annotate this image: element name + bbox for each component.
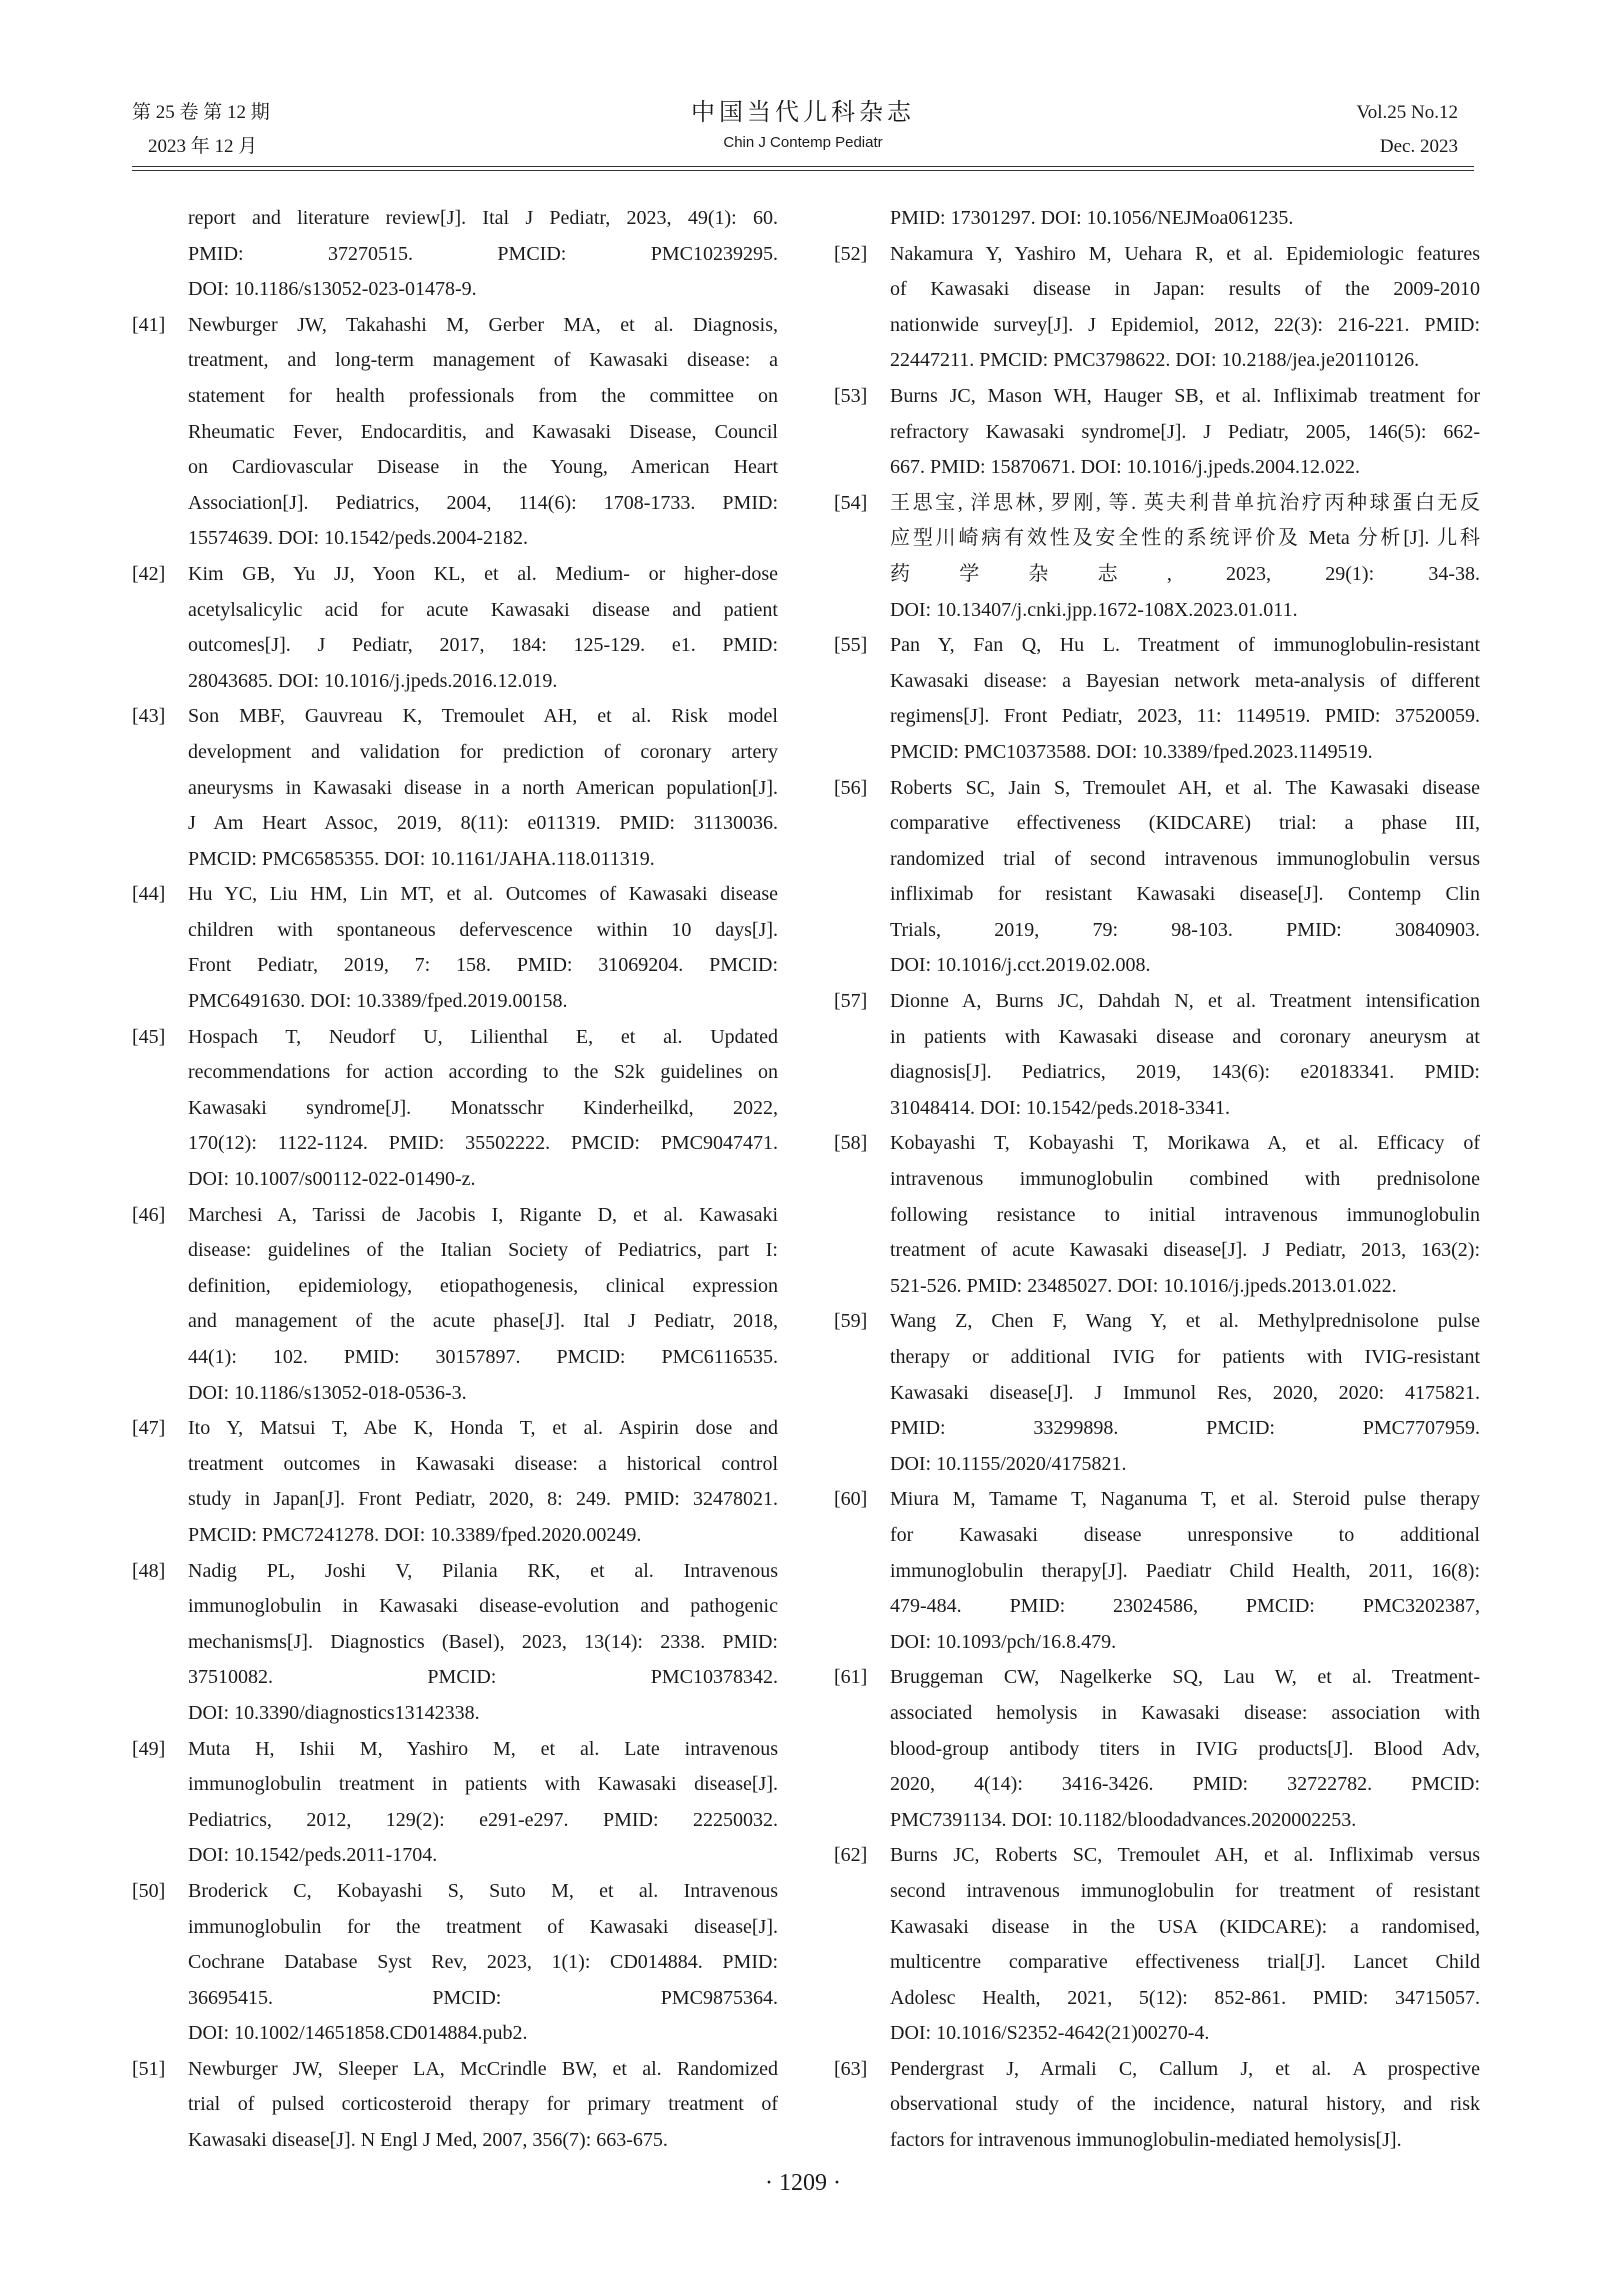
reference-number: [44] xyxy=(132,883,166,906)
reference-text-line: 2020, 4(14): 3416-3426. PMID: 32722782. PMCID: xyxy=(890,1773,1480,1796)
header-vol-en: Vol.25 No.12 xyxy=(1356,102,1458,123)
running-header xyxy=(132,96,1474,164)
reference-text-line: DOI: 10.13407/j.cnki.jpp.1672-108X.2023.01.011. xyxy=(890,598,1298,621)
reference-text-line: Burns JC, Mason WH, Hauger SB, et al. Infliximab treatment for xyxy=(890,384,1480,407)
reference-text-line: PMC7391134. DOI: 10.1182/bloodadvances.2020002253. xyxy=(890,1808,1357,1831)
reference-text-line: study in Japan[J]. Front Pediatr, 2020, 8: 249. PMID: 32478021. xyxy=(188,1488,778,1511)
reference-text-line: immunoglobulin for the treatment of Kawasaki disease[J]. xyxy=(188,1915,778,1938)
reference-text-line: DOI: 10.1186/s13052-018-0536-3. xyxy=(188,1381,467,1404)
reference-text-line: Son MBF, Gauvreau K, Tremoulet AH, et al. Risk model xyxy=(188,705,778,728)
reference-text-line: 37510082. PMCID: PMC10378342. xyxy=(188,1666,778,1689)
reference-text-line: Kawasaki disease: a Bayesian network meta-analysis of different xyxy=(890,669,1480,692)
reference-number: [41] xyxy=(132,313,166,336)
reference-text-line: report and literature review[J]. Ital J Pediatr, 2023, 49(1): 60. xyxy=(188,207,778,229)
header-rule-top xyxy=(132,166,1474,167)
reference-item xyxy=(834,1660,1480,1838)
reference-text-line: Miura M, Tamame T, Naganuma T, et al. Steroid pulse therapy xyxy=(890,1488,1480,1511)
reference-text-line: Kim GB, Yu JJ, Yoon KL, et al. Medium- or higher-dose xyxy=(188,562,778,585)
reference-text-line: randomized trial of second intravenous immunoglobulin versus xyxy=(890,847,1480,870)
reference-item xyxy=(834,771,1480,985)
reference-text-line: Nakamura Y, Yashiro M, Uehara R, et al. Epidemiologic features xyxy=(890,242,1480,265)
reference-text-line: Kobayashi T, Kobayashi T, Morikawa A, et al. Efficacy of xyxy=(890,1132,1480,1155)
reference-text-line: J Am Heart Assoc, 2019, 8(11): e011319. PMID: 31130036. xyxy=(188,812,778,835)
reference-continuation xyxy=(132,201,778,308)
reference-text-line: DOI: 10.1007/s00112-022-01490-z. xyxy=(188,1168,476,1191)
reference-item xyxy=(132,1874,778,2052)
reference-text-line: Pan Y, Fan Q, Hu L. Treatment of immunoglobulin-resistant xyxy=(890,634,1480,657)
reference-text-line: DOI: 10.1016/j.cct.2019.02.008. xyxy=(890,954,1151,977)
reference-number: [49] xyxy=(132,1737,166,1760)
reference-text-line: 36695415. PMCID: PMC9875364. xyxy=(188,1986,778,2009)
reference-item xyxy=(132,1198,778,1412)
reference-text-line: associated hemolysis in Kawasaki disease: association with xyxy=(890,1701,1480,1724)
reference-text-line: Roberts SC, Jain S, Tremoulet AH, et al. The Kawasaki disease xyxy=(890,776,1480,799)
reference-text-line: disease: guidelines of the Italian Society of Pediatrics, part I: xyxy=(188,1239,778,1262)
reference-item xyxy=(132,699,778,877)
reference-text-line: aneurysms in Kawasaki disease in a north American population[J]. xyxy=(188,776,778,799)
reference-item xyxy=(132,557,778,699)
reference-text-line: PMC6491630. DOI: 10.3389/fped.2019.00158. xyxy=(188,990,568,1013)
reference-number: [55] xyxy=(834,634,868,657)
reference-text-line: DOI: 10.1093/pch/16.8.479. xyxy=(890,1630,1117,1653)
reference-text-line: PMCID: PMC6585355. DOI: 10.1161/JAHA.118.011319. xyxy=(188,847,655,870)
reference-item xyxy=(834,984,1480,1126)
reference-number: [60] xyxy=(834,1488,868,1511)
page-number: · 1209 · xyxy=(765,2170,841,2196)
reference-text-line: 667. PMID: 15870671. DOI: 10.1016/j.jpeds.2004.12.022. xyxy=(890,456,1360,479)
reference-continuation xyxy=(834,201,1480,237)
reference-text-line: development and validation for prediction of coronary artery xyxy=(188,740,778,763)
reference-text-line: statement for health professionals from the committee on xyxy=(188,384,778,407)
reference-text-line: treatment outcomes in Kawasaki disease: a historical control xyxy=(188,1452,778,1475)
reference-text-line: 31048414. DOI: 10.1542/peds.2018-3341. xyxy=(890,1096,1230,1119)
reference-text-line: Burns JC, Roberts SC, Tremoulet AH, et al. Infliximab versus xyxy=(890,1844,1480,1867)
reference-text-line: PMCID: PMC7241278. DOI: 10.3389/fped.2020.00249. xyxy=(188,1523,642,1546)
reference-text-line: Broderick C, Kobayashi S, Suto M, et al. Intravenous xyxy=(188,1879,778,1902)
reference-item xyxy=(132,308,778,557)
header-volume: 第 25 卷 第 12 期 xyxy=(132,102,270,123)
reference-number: [48] xyxy=(132,1559,166,1582)
reference-number: [46] xyxy=(132,1203,166,1226)
reference-text-line: blood-group antibody titers in IVIG products[J]. Blood Adv, xyxy=(890,1737,1480,1760)
reference-text-line: Bruggeman CW, Nagelkerke SQ, Lau W, et al. Treatment- xyxy=(890,1666,1480,1689)
reference-text-line: DOI: 10.3390/diagnostics13142338. xyxy=(188,1701,480,1724)
journal-title-en: Chin J Contemp Pediatr xyxy=(723,134,883,151)
reference-text-line: and management of the acute phase[J]. Ital J Pediatr, 2018, xyxy=(188,1310,778,1333)
reference-item xyxy=(834,1126,1480,1304)
header-journal-title xyxy=(132,96,1474,156)
reference-item xyxy=(834,237,1480,379)
reference-text-line: PMID: 33299898. PMCID: PMC7707959. xyxy=(890,1417,1480,1440)
reference-text-line: children with spontaneous defervescence within 10 days[J]. xyxy=(188,918,778,941)
reference-item xyxy=(834,1838,1480,2052)
reference-text-line: outcomes[J]. J Pediatr, 2017, 184: 125-129. e1. PMID: xyxy=(188,634,778,657)
reference-text-line: PMID: 17301297. DOI: 10.1056/NEJMoa061235. xyxy=(890,207,1294,229)
reference-text-line: 521-526. PMID: 23485027. DOI: 10.1016/j.jpeds.2013.01.022. xyxy=(890,1274,1397,1297)
header-vol-date-en xyxy=(1356,96,1458,164)
reference-number: [52] xyxy=(834,242,868,265)
reference-text-line: regimens[J]. Front Pediatr, 2023, 11: 1149519. PMID: 37520059. xyxy=(890,705,1480,728)
reference-number: [43] xyxy=(132,705,166,728)
reference-text-line: PMCID: PMC10373588. DOI: 10.3389/fped.2023.1149519. xyxy=(890,740,1373,763)
reference-text-line: intravenous immunoglobulin combined with prednisolone xyxy=(890,1168,1480,1191)
header-rule-bottom xyxy=(132,170,1474,171)
reference-item xyxy=(834,1482,1480,1660)
reference-text-line: Kawasaki disease[J]. N Engl J Med, 2007, 356(7): 663-675. xyxy=(188,2129,668,2152)
reference-text-line: Ito Y, Matsui T, Abe K, Honda T, et al. Aspirin dose and xyxy=(188,1417,778,1440)
reference-text-line: Kawasaki disease in the USA (KIDCARE): a randomised, xyxy=(890,1915,1480,1938)
reference-text-line: Dionne A, Burns JC, Dahdah N, et al. Treatment intensification xyxy=(890,990,1480,1013)
reference-text-line: immunoglobulin therapy[J]. Paediatr Child Health, 2011, 16(8): xyxy=(890,1559,1480,1582)
reference-text-line: 王思宝, 洋思林, 罗刚, 等. 英夫利昔单抗治疗丙种球蛋白无反 xyxy=(890,491,1480,514)
reference-text-line: 15574639. DOI: 10.1542/peds.2004-2182. xyxy=(188,527,528,550)
reference-text-line: Pendergrast J, Armali C, Callum J, et al. A prospective xyxy=(890,2057,1480,2080)
journal-title-cn: 中国当代儿科杂志 xyxy=(691,100,915,126)
reference-text-line: trial of pulsed corticosteroid therapy for primary treatment of xyxy=(188,2093,778,2116)
reference-column-left xyxy=(132,201,778,2159)
reference-text-line: treatment, and long-term management of Kawasaki disease: a xyxy=(188,349,778,372)
reference-text-line: infliximab for resistant Kawasaki disease[J]. Contemp Clin xyxy=(890,883,1480,906)
reference-text-line: Hu YC, Liu HM, Lin MT, et al. Outcomes of Kawasaki disease xyxy=(188,883,778,906)
reference-text-line: definition, epidemiology, etiopathogenesis, clinical expression xyxy=(188,1274,778,1297)
reference-text-line: treatment of acute Kawasaki disease[J]. J Pediatr, 2013, 163(2): xyxy=(890,1239,1480,1262)
reference-text-line: for Kawasaki disease unresponsive to additional xyxy=(890,1523,1480,1546)
reference-text-line: following resistance to initial intravenous immunoglobulin xyxy=(890,1203,1480,1226)
reference-number: [62] xyxy=(834,1844,868,1867)
reference-item xyxy=(834,1304,1480,1482)
reference-number: [45] xyxy=(132,1025,166,1048)
reference-text-line: 药学杂志, 2023, 29(1): 34-38. xyxy=(890,562,1480,585)
reference-number: [58] xyxy=(834,1132,868,1155)
header-date-en: Dec. 2023 xyxy=(1379,136,1458,157)
reference-item xyxy=(834,2052,1480,2159)
reference-number: [53] xyxy=(834,384,868,407)
reference-text-line: Pediatrics, 2012, 129(2): e291-e297. PMID: 22250032. xyxy=(188,1808,778,1831)
reference-text-line: Muta H, Ishii M, Yashiro M, et al. Late intravenous xyxy=(188,1737,778,1760)
reference-text-line: Trials, 2019, 79: 98-103. PMID: 30840903. xyxy=(890,918,1480,941)
reference-text-line: in patients with Kawasaki disease and coronary aneurysm at xyxy=(890,1025,1480,1048)
reference-text-line: DOI: 10.1542/peds.2011-1704. xyxy=(188,1844,438,1867)
reference-number: [50] xyxy=(132,1879,166,1902)
reference-text-line: Rheumatic Fever, Endocarditis, and Kawasaki Disease, Council xyxy=(188,420,778,443)
reference-text-line: comparative effectiveness (KIDCARE) trial: a phase III, xyxy=(890,812,1480,835)
reference-text-line: acetylsalicylic acid for acute Kawasaki disease and patient xyxy=(188,598,778,621)
reference-text-line: Marchesi A, Tarissi de Jacobis I, Rigante D, et al. Kawasaki xyxy=(188,1203,778,1226)
reference-number: [57] xyxy=(834,990,868,1013)
reference-text-line: multicentre comparative effectiveness trial[J]. Lancet Child xyxy=(890,1951,1480,1974)
reference-text-line: DOI: 10.1002/14651858.CD014884.pub2. xyxy=(188,2022,528,2045)
reference-text-line: 479-484. PMID: 23024586, PMCID: PMC3202387, xyxy=(890,1595,1480,1618)
reference-text-line: DOI: 10.1016/S2352-4642(21)00270-4. xyxy=(890,2022,1210,2045)
reference-text-line: nationwide survey[J]. J Epidemiol, 2012, 22(3): 216-221. PMID: xyxy=(890,313,1480,336)
reference-text-line: Newburger JW, Sleeper LA, McCrindle BW, et al. Randomized xyxy=(188,2057,778,2080)
reference-text-line: Nadig PL, Joshi V, Pilania RK, et al. Intravenous xyxy=(188,1559,778,1582)
reference-text-line: Kawasaki syndrome[J]. Monatsschr Kinderheilkd, 2022, xyxy=(188,1096,778,1119)
reference-text-line: therapy or additional IVIG for patients with IVIG-resistant xyxy=(890,1346,1480,1368)
reference-text-line: second intravenous immunoglobulin for treatment of resistant xyxy=(890,1879,1480,1902)
reference-number: [47] xyxy=(132,1417,166,1440)
reference-text-line: refractory Kawasaki syndrome[J]. J Pediatr, 2005, 146(5): 662- xyxy=(890,420,1480,443)
reference-number: [59] xyxy=(834,1310,868,1333)
reference-text-line: 170(12): 1122-1124. PMID: 35502222. PMCID: PMC9047471. xyxy=(188,1132,778,1155)
reference-item xyxy=(132,1554,778,1732)
reference-text-line: observational study of the incidence, natural history, and risk xyxy=(890,2093,1480,2116)
reference-text-line: Wang Z, Chen F, Wang Y, et al. Methylprednisolone pulse xyxy=(890,1310,1480,1333)
reference-text-line: 22447211. PMCID: PMC3798622. DOI: 10.2188/jea.je20110126. xyxy=(890,349,1420,372)
reference-text-line: on Cardiovascular Disease in the Young, American Heart xyxy=(188,456,778,479)
reference-text-line: recommendations for action according to the S2k guidelines on xyxy=(188,1061,778,1084)
reference-item xyxy=(834,486,1480,628)
reference-text-line: 应型川崎病有效性及安全性的系统评价及 Meta 分析[J]. 儿科 xyxy=(890,527,1480,550)
reference-number: [61] xyxy=(834,1666,868,1689)
reference-text-line: PMID: 37270515. PMCID: PMC10239295. xyxy=(188,242,778,265)
reference-text-line: Adolesc Health, 2021, 5(12): 852-861. PMID: 34715057. xyxy=(890,1986,1480,2009)
reference-text-line: immunoglobulin in Kawasaki disease-evolution and pathogenic xyxy=(188,1595,778,1618)
header-date-cn: 2023 年 12 月 xyxy=(148,136,258,157)
reference-item xyxy=(132,1020,778,1198)
reference-text-line: factors for intravenous immunoglobulin-mediated hemolysis[J]. xyxy=(890,2129,1402,2152)
reference-text-line: Hospach T, Neudorf U, Lilienthal E, et al. Updated xyxy=(188,1025,778,1048)
reference-item xyxy=(132,1411,778,1553)
reference-text-line: Newburger JW, Takahashi M, Gerber MA, et al. Diagnosis, xyxy=(188,313,778,336)
reference-text-line: mechanisms[J]. Diagnostics (Basel), 2023, 13(14): 2338. PMID: xyxy=(188,1630,778,1653)
reference-number: [54] xyxy=(834,491,868,514)
reference-text-line: DOI: 10.1186/s13052-023-01478-9. xyxy=(188,278,477,301)
reference-text-line: 28043685. DOI: 10.1016/j.jpeds.2016.12.019. xyxy=(188,669,558,692)
reference-number: [42] xyxy=(132,562,166,585)
reference-text-line: of Kawasaki disease in Japan: results of the 2009-2010 xyxy=(890,278,1480,301)
reference-text-line: Cochrane Database Syst Rev, 2023, 1(1): CD014884. PMID: xyxy=(188,1951,778,1974)
reference-text-line: 44(1): 102. PMID: 30157897. PMCID: PMC6116535. xyxy=(188,1346,778,1368)
reference-item xyxy=(132,1732,778,1874)
reference-number: [51] xyxy=(132,2057,166,2080)
reference-text-line: Kawasaki disease[J]. J Immunol Res, 2020, 2020: 4175821. xyxy=(890,1381,1480,1404)
reference-text-line: immunoglobulin treatment in patients with Kawasaki disease[J]. xyxy=(188,1773,778,1796)
reference-text-line: Association[J]. Pediatrics, 2004, 114(6): 1708-1733. PMID: xyxy=(188,491,778,514)
reference-text-line: diagnosis[J]. Pediatrics, 2019, 143(6): e20183341. PMID: xyxy=(890,1061,1480,1084)
reference-item xyxy=(834,379,1480,486)
reference-item xyxy=(834,628,1480,770)
reference-number: [56] xyxy=(834,776,868,799)
reference-text-line: Front Pediatr, 2019, 7: 158. PMID: 31069204. PMCID: xyxy=(188,954,778,977)
reference-text-line: DOI: 10.1155/2020/4175821. xyxy=(890,1452,1127,1475)
reference-column-right xyxy=(834,201,1480,2159)
reference-number: [63] xyxy=(834,2057,868,2080)
reference-item xyxy=(132,2052,778,2159)
reference-item xyxy=(132,877,778,1019)
